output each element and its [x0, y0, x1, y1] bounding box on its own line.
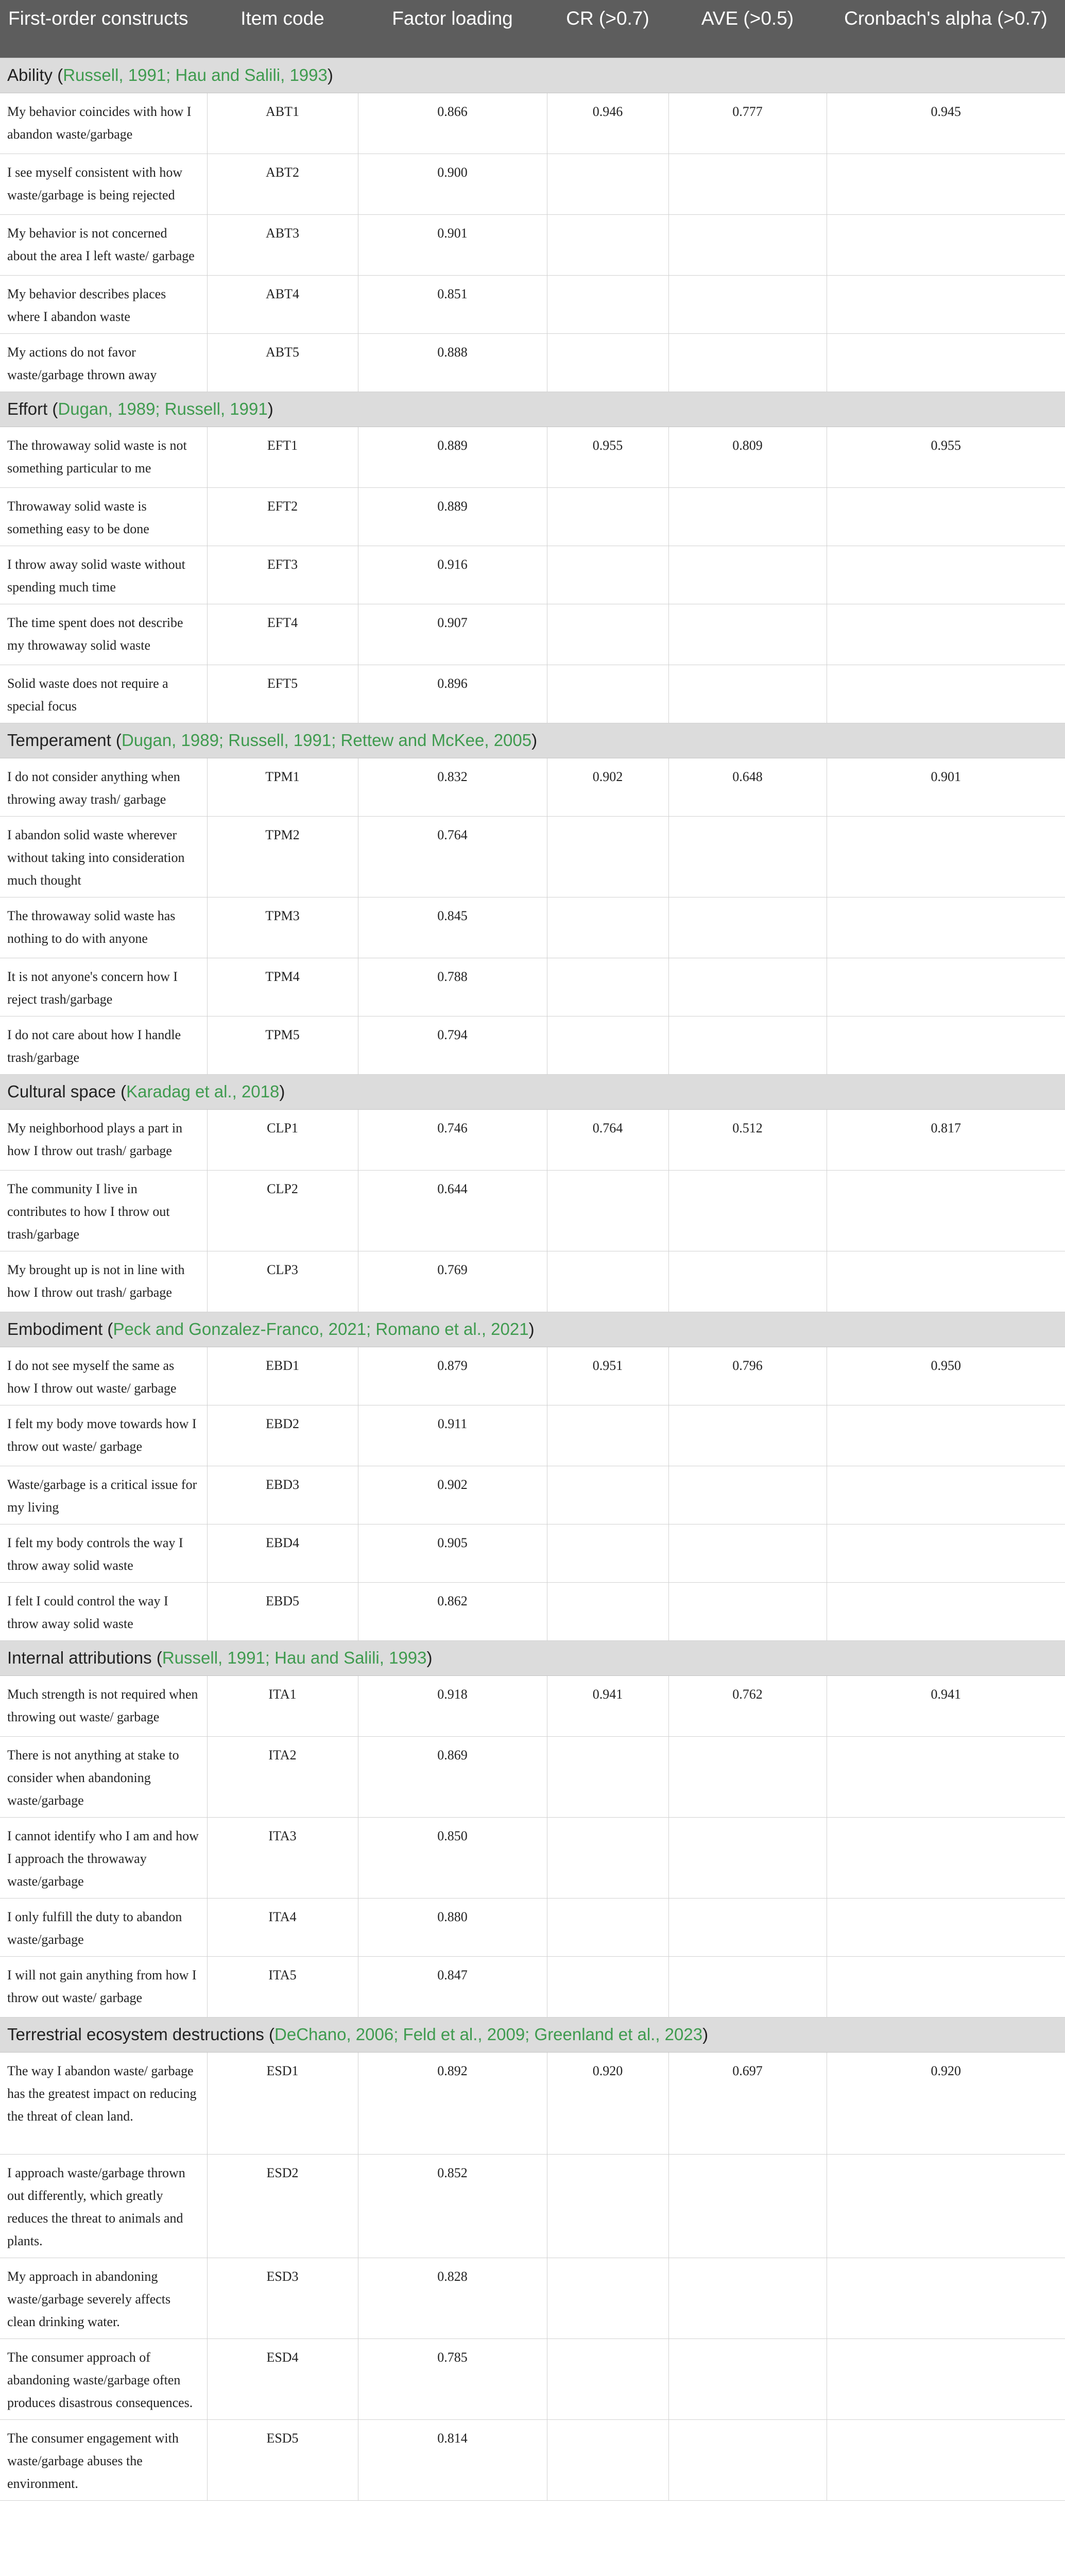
- table-row: [0, 275, 1065, 333]
- item-statement: I abandon solid waste wherever without taking into consideration much thought: [0, 816, 207, 897]
- table-row: [0, 1466, 1065, 1524]
- item-code: ITA3: [207, 1817, 358, 1898]
- ave-value: [668, 604, 827, 665]
- header-item-code: Item code: [207, 0, 358, 58]
- cronbach-alpha-value: [827, 1251, 1065, 1312]
- table-row: [0, 816, 1065, 897]
- factor-loading: 0.916: [358, 546, 547, 604]
- item-code: CLP1: [207, 1109, 358, 1170]
- item-statement: My brought up is not in line with how I throw out trash/ garbage: [0, 1251, 207, 1312]
- item-statement: I throw away solid waste without spending much time: [0, 546, 207, 604]
- factor-loading: 0.644: [358, 1170, 547, 1251]
- table-row: [0, 1956, 1065, 2017]
- item-statement: The way I abandon waste/ garbage has the greatest impact on reducing the threat of clean land.: [0, 2052, 207, 2154]
- factor-loading: 0.866: [358, 93, 547, 154]
- item-code: ITA2: [207, 1736, 358, 1817]
- table-row: [0, 2258, 1065, 2338]
- cronbach-alpha-value: [827, 487, 1065, 546]
- item-statement: The throwaway solid waste is not something particular to me: [0, 427, 207, 487]
- item-statement: I do not care about how I handle trash/garbage: [0, 1016, 207, 1074]
- cr-value: 0.764: [547, 1109, 668, 1170]
- header-row: [0, 0, 1065, 58]
- construct-name: Terrestrial ecosystem destructions: [7, 2025, 264, 2044]
- item-code: EBD2: [207, 1405, 358, 1466]
- group-header-cell: Temperament (Dugan, 1989; Russell, 1991; Rettew and McKee, 2005): [0, 723, 1065, 758]
- factor-loading: 0.746: [358, 1109, 547, 1170]
- cronbach-alpha-value: 0.945: [827, 93, 1065, 154]
- cronbach-alpha-value: [827, 1956, 1065, 2017]
- group-header-row: [0, 2017, 1065, 2052]
- ave-value: [668, 1251, 827, 1312]
- table-row: [0, 1582, 1065, 1640]
- table-row: [0, 2419, 1065, 2500]
- item-statement: The community I live in contributes to how I throw out trash/garbage: [0, 1170, 207, 1251]
- cronbach-alpha-value: [827, 1466, 1065, 1524]
- cr-value: 0.920: [547, 2052, 668, 2154]
- cronbach-alpha-value: [827, 546, 1065, 604]
- cronbach-alpha-value: [827, 1582, 1065, 1640]
- factor-loading: 0.847: [358, 1956, 547, 2017]
- cronbach-alpha-value: [827, 1016, 1065, 1074]
- group-header-cell: Embodiment (Peck and Gonzalez-Franco, 2021; Romano et al., 2021): [0, 1312, 1065, 1347]
- item-code: ABT3: [207, 214, 358, 275]
- table-row: [0, 1675, 1065, 1736]
- cr-value: [547, 2154, 668, 2258]
- ave-value: [668, 1898, 827, 1956]
- table-body: [0, 58, 1065, 2500]
- ave-value: [668, 665, 827, 723]
- item-statement: The throwaway solid waste has nothing to do with anyone: [0, 897, 207, 958]
- cr-value: [547, 1466, 668, 1524]
- group-header-cell: Cultural space (Karadag et al., 2018): [0, 1074, 1065, 1109]
- cronbach-alpha-value: [827, 2154, 1065, 2258]
- factor-loading: 0.905: [358, 1524, 547, 1582]
- cr-value: [547, 1582, 668, 1640]
- table-row: [0, 1347, 1065, 1405]
- header-ave: AVE (>0.5): [668, 0, 827, 58]
- table-row: [0, 1817, 1065, 1898]
- cronbach-alpha-value: [827, 1170, 1065, 1251]
- ave-value: [668, 1582, 827, 1640]
- cronbach-alpha-value: [827, 816, 1065, 897]
- table-row: [0, 2052, 1065, 2154]
- ave-value: 0.648: [668, 758, 827, 816]
- item-code: EBD4: [207, 1524, 358, 1582]
- item-statement: My actions do not favor waste/garbage thrown away: [0, 333, 207, 392]
- table-row: [0, 333, 1065, 392]
- table-row: [0, 1898, 1065, 1956]
- cr-value: [547, 1170, 668, 1251]
- ave-value: 0.512: [668, 1109, 827, 1170]
- cronbach-alpha-value: [827, 1524, 1065, 1582]
- cr-value: 0.951: [547, 1347, 668, 1405]
- cronbach-alpha-value: 0.901: [827, 758, 1065, 816]
- item-statement: Much strength is not required when throwing out waste/ garbage: [0, 1675, 207, 1736]
- item-code: ESD4: [207, 2338, 358, 2419]
- ave-value: [668, 2419, 827, 2500]
- ave-value: [668, 1817, 827, 1898]
- table-row: [0, 1109, 1065, 1170]
- cr-value: [547, 604, 668, 665]
- item-statement: I approach waste/garbage thrown out differently, which greatly reduces the threat to animals and plants.: [0, 2154, 207, 2258]
- item-code: ESD3: [207, 2258, 358, 2338]
- cronbach-alpha-value: [827, 604, 1065, 665]
- cr-value: [547, 546, 668, 604]
- factor-loading: 0.911: [358, 1405, 547, 1466]
- cr-value: [547, 487, 668, 546]
- table-row: [0, 2338, 1065, 2419]
- ave-value: [668, 2258, 827, 2338]
- ave-value: 0.809: [668, 427, 827, 487]
- item-code: ABT5: [207, 333, 358, 392]
- ave-value: [668, 487, 827, 546]
- item-code: ITA4: [207, 1898, 358, 1956]
- cr-value: [547, 1956, 668, 2017]
- item-code: EFT3: [207, 546, 358, 604]
- construct-name: Embodiment: [7, 1319, 103, 1338]
- table-row: [0, 1524, 1065, 1582]
- item-code: ESD2: [207, 2154, 358, 2258]
- cronbach-alpha-value: [827, 2258, 1065, 2338]
- factor-loading: 0.785: [358, 2338, 547, 2419]
- factor-loading: 0.889: [358, 487, 547, 546]
- table-row: [0, 665, 1065, 723]
- cr-value: [547, 1898, 668, 1956]
- table-row: [0, 546, 1065, 604]
- table-row: [0, 604, 1065, 665]
- item-statement: Throwaway solid waste is something easy to be done: [0, 487, 207, 546]
- item-statement: I will not gain anything from how I throw out waste/ garbage: [0, 1956, 207, 2017]
- factor-loading: 0.889: [358, 427, 547, 487]
- cronbach-alpha-value: [827, 1405, 1065, 1466]
- cr-value: [547, 958, 668, 1016]
- table-row: [0, 758, 1065, 816]
- cr-value: [547, 1524, 668, 1582]
- item-statement: I only fulfill the duty to abandon waste/garbage: [0, 1898, 207, 1956]
- ave-value: [668, 333, 827, 392]
- table-row: [0, 427, 1065, 487]
- factor-loading: 0.907: [358, 604, 547, 665]
- cr-value: [547, 1251, 668, 1312]
- factor-loading: 0.901: [358, 214, 547, 275]
- ave-value: [668, 1170, 827, 1251]
- group-header-row: [0, 392, 1065, 427]
- ave-value: 0.777: [668, 93, 827, 154]
- header-cronbachs-alpha: Cronbach's alpha (>0.7): [827, 0, 1065, 58]
- cr-value: [547, 1016, 668, 1074]
- item-code: TPM5: [207, 1016, 358, 1074]
- construct-name: Internal attributions: [7, 1648, 152, 1667]
- item-statement: Solid waste does not require a special focus: [0, 665, 207, 723]
- group-header-cell: Terrestrial ecosystem destructions (DeChano, 2006; Feld et al., 2009; Greenland et al., 2023): [0, 2017, 1065, 2052]
- ave-value: [668, 1524, 827, 1582]
- item-code: ITA1: [207, 1675, 358, 1736]
- cronbach-alpha-value: 0.950: [827, 1347, 1065, 1405]
- item-statement: The consumer approach of abandoning waste/garbage often produces disastrous consequences.: [0, 2338, 207, 2419]
- construct-name: Cultural space: [7, 1082, 116, 1101]
- item-code: EFT1: [207, 427, 358, 487]
- table-header: [0, 0, 1065, 58]
- cronbach-alpha-value: [827, 897, 1065, 958]
- group-header-row: [0, 1312, 1065, 1347]
- item-code: ABT2: [207, 154, 358, 214]
- ave-value: [668, 1405, 827, 1466]
- ave-value: [668, 2154, 827, 2258]
- cronbach-alpha-value: [827, 958, 1065, 1016]
- table-row: [0, 154, 1065, 214]
- item-statement: I cannot identify who I am and how I approach the throwaway waste/garbage: [0, 1817, 207, 1898]
- factor-loading: 0.764: [358, 816, 547, 897]
- table-row: [0, 2154, 1065, 2258]
- factor-loading: 0.892: [358, 2052, 547, 2154]
- item-code: TPM3: [207, 897, 358, 958]
- item-code: ITA5: [207, 1956, 358, 2017]
- factor-loading: 0.862: [358, 1582, 547, 1640]
- construct-citation-link[interactable]: Karadag et al., 2018: [126, 1082, 280, 1101]
- cr-value: [547, 816, 668, 897]
- item-statement: Waste/garbage is a critical issue for my living: [0, 1466, 207, 1524]
- cr-value: 0.955: [547, 427, 668, 487]
- item-statement: My behavior coincides with how I abandon waste/garbage: [0, 93, 207, 154]
- cronbach-alpha-value: 0.920: [827, 2052, 1065, 2154]
- factor-loading: 0.828: [358, 2258, 547, 2338]
- cr-value: [547, 2338, 668, 2419]
- factor-loading: 0.794: [358, 1016, 547, 1074]
- ave-value: [668, 214, 827, 275]
- item-code: TPM2: [207, 816, 358, 897]
- construct-citation-link[interactable]: Russell, 1991; Hau and Salili, 1993: [63, 65, 328, 84]
- cr-value: [547, 1736, 668, 1817]
- ave-value: [668, 2338, 827, 2419]
- factor-loading: 0.896: [358, 665, 547, 723]
- item-statement: It is not anyone's concern how I reject trash/garbage: [0, 958, 207, 1016]
- ave-value: [668, 1956, 827, 2017]
- group-header-cell: Effort (Dugan, 1989; Russell, 1991): [0, 392, 1065, 427]
- item-statement: I do not consider anything when throwing away trash/ garbage: [0, 758, 207, 816]
- construct-name: Effort: [7, 399, 48, 418]
- item-statement: I see myself consistent with how waste/garbage is being rejected: [0, 154, 207, 214]
- factor-loading: 0.879: [358, 1347, 547, 1405]
- item-code: CLP3: [207, 1251, 358, 1312]
- ave-value: [668, 816, 827, 897]
- item-code: ABT1: [207, 93, 358, 154]
- cronbach-alpha-value: 0.817: [827, 1109, 1065, 1170]
- cronbach-alpha-value: [827, 1817, 1065, 1898]
- header-factor-loading: Factor loading: [358, 0, 547, 58]
- item-statement: The consumer engagement with waste/garbage abuses the environment.: [0, 2419, 207, 2500]
- ave-value: [668, 1016, 827, 1074]
- table-row: [0, 1170, 1065, 1251]
- item-statement: I felt I could control the way I throw away solid waste: [0, 1582, 207, 1640]
- factor-loading: 0.769: [358, 1251, 547, 1312]
- ave-value: [668, 275, 827, 333]
- ave-value: 0.697: [668, 2052, 827, 2154]
- factor-loading: 0.852: [358, 2154, 547, 2258]
- factor-loading: 0.832: [358, 758, 547, 816]
- cr-value: [547, 154, 668, 214]
- factor-loading: 0.845: [358, 897, 547, 958]
- cr-value: 0.941: [547, 1675, 668, 1736]
- ave-value: [668, 958, 827, 1016]
- item-statement: I do not see myself the same as how I throw out waste/ garbage: [0, 1347, 207, 1405]
- cr-value: [547, 1405, 668, 1466]
- item-code: EFT2: [207, 487, 358, 546]
- factor-loading: 0.869: [358, 1736, 547, 1817]
- factor-loading: 0.902: [358, 1466, 547, 1524]
- cr-value: [547, 333, 668, 392]
- factor-loading: 0.814: [358, 2419, 547, 2500]
- ave-value: [668, 897, 827, 958]
- header-cr: CR (>0.7): [547, 0, 668, 58]
- cronbach-alpha-value: [827, 2419, 1065, 2500]
- item-statement: My neighborhood plays a part in how I throw out trash/ garbage: [0, 1109, 207, 1170]
- item-code: ABT4: [207, 275, 358, 333]
- factor-loading: 0.850: [358, 1817, 547, 1898]
- item-code: TPM4: [207, 958, 358, 1016]
- table-row: [0, 1405, 1065, 1466]
- item-statement: I felt my body move towards how I throw out waste/ garbage: [0, 1405, 207, 1466]
- group-header-cell: Ability (Russell, 1991; Hau and Salili, 1993): [0, 58, 1065, 93]
- table-row: [0, 214, 1065, 275]
- cr-value: [547, 1817, 668, 1898]
- construct-citation-link[interactable]: Dugan, 1989; Russell, 1991; Rettew and McKee, 2005: [121, 731, 532, 750]
- factor-loading: 0.851: [358, 275, 547, 333]
- item-code: EBD3: [207, 1466, 358, 1524]
- header-first-order-constructs: First-order constructs: [0, 0, 207, 58]
- cr-value: 0.946: [547, 93, 668, 154]
- cr-value: [547, 275, 668, 333]
- construct-citation-link[interactable]: Russell, 1991; Hau and Salili, 1993: [162, 1648, 427, 1667]
- table-row: [0, 93, 1065, 154]
- item-code: TPM1: [207, 758, 358, 816]
- cronbach-alpha-value: [827, 2338, 1065, 2419]
- factor-loading: 0.788: [358, 958, 547, 1016]
- cr-value: [547, 897, 668, 958]
- group-header-row: [0, 723, 1065, 758]
- table-row: [0, 897, 1065, 958]
- cronbach-alpha-value: [827, 275, 1065, 333]
- item-code: EFT4: [207, 604, 358, 665]
- item-code: ESD1: [207, 2052, 358, 2154]
- ave-value: 0.796: [668, 1347, 827, 1405]
- item-statement: The time spent does not describe my throwaway solid waste: [0, 604, 207, 665]
- item-code: EBD5: [207, 1582, 358, 1640]
- cr-value: [547, 214, 668, 275]
- ave-value: [668, 1466, 827, 1524]
- cr-value: [547, 665, 668, 723]
- ave-value: [668, 1736, 827, 1817]
- item-statement: My approach in abandoning waste/garbage severely affects clean drinking water.: [0, 2258, 207, 2338]
- group-header-cell: Internal attributions (Russell, 1991; Hau and Salili, 1993): [0, 1640, 1065, 1675]
- item-code: ESD5: [207, 2419, 358, 2500]
- cronbach-alpha-value: [827, 214, 1065, 275]
- factor-loading: 0.888: [358, 333, 547, 392]
- table-row: [0, 1251, 1065, 1312]
- cronbach-alpha-value: [827, 665, 1065, 723]
- item-code: CLP2: [207, 1170, 358, 1251]
- group-header-row: [0, 58, 1065, 93]
- cronbach-alpha-value: [827, 1898, 1065, 1956]
- table-row: [0, 1016, 1065, 1074]
- cronbach-alpha-value: [827, 1736, 1065, 1817]
- construct-citation-link[interactable]: Dugan, 1989; Russell, 1991: [58, 399, 268, 418]
- item-statement: There is not anything at stake to consider when abandoning waste/garbage: [0, 1736, 207, 1817]
- cr-value: [547, 2258, 668, 2338]
- item-code: EBD1: [207, 1347, 358, 1405]
- group-header-row: [0, 1640, 1065, 1675]
- cronbach-alpha-value: [827, 154, 1065, 214]
- factor-loading: 0.880: [358, 1898, 547, 1956]
- item-statement: My behavior is not concerned about the area I left waste/ garbage: [0, 214, 207, 275]
- cr-value: [547, 2419, 668, 2500]
- table-row: [0, 1736, 1065, 1817]
- item-code: EFT5: [207, 665, 358, 723]
- ave-value: [668, 154, 827, 214]
- factor-loading: 0.918: [358, 1675, 547, 1736]
- ave-value: 0.762: [668, 1675, 827, 1736]
- construct-citation-link[interactable]: Peck and Gonzalez-Franco, 2021; Romano et al., 2021: [113, 1319, 529, 1338]
- group-header-row: [0, 1074, 1065, 1109]
- cronbach-alpha-value: [827, 333, 1065, 392]
- table-row: [0, 958, 1065, 1016]
- cronbach-alpha-value: 0.955: [827, 427, 1065, 487]
- cr-value: 0.902: [547, 758, 668, 816]
- cronbach-alpha-value: 0.941: [827, 1675, 1065, 1736]
- construct-citation-link[interactable]: DeChano, 2006; Feld et al., 2009; Greenland et al., 2023: [274, 2025, 703, 2044]
- construct-name: Temperament: [7, 731, 111, 750]
- table-row: [0, 487, 1065, 546]
- item-statement: My behavior describes places where I abandon waste: [0, 275, 207, 333]
- ave-value: [668, 546, 827, 604]
- item-statement: I felt my body controls the way I throw away solid waste: [0, 1524, 207, 1582]
- construct-name: Ability: [7, 65, 53, 84]
- factor-loading: 0.900: [358, 154, 547, 214]
